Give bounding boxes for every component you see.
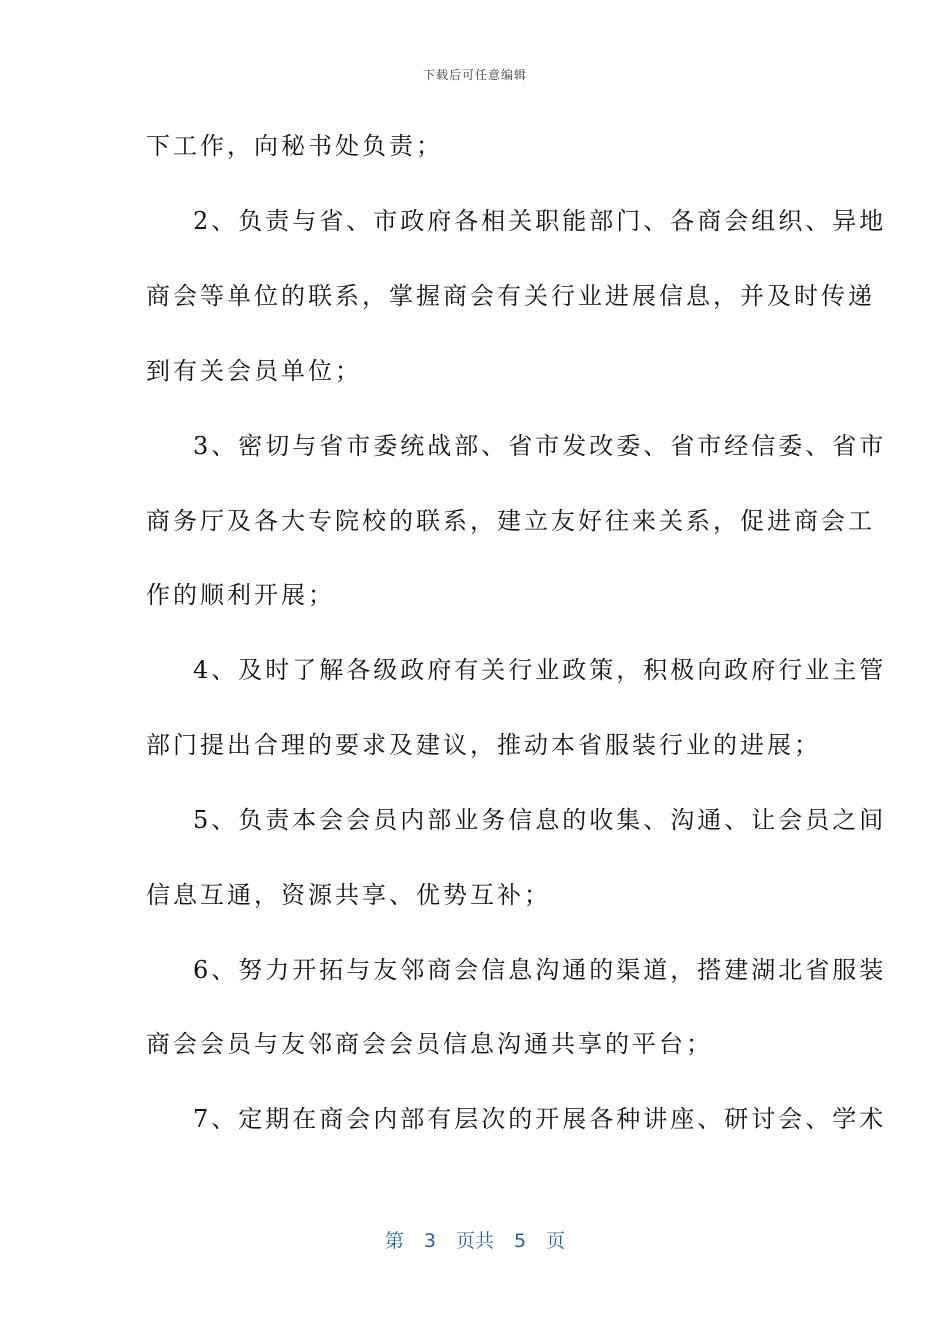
body-line: 信息互通，资源共享、优势互补； xyxy=(146,881,551,909)
body-line: 4、及时了解各级政府有关行业政策，积极向政府行业主管 xyxy=(193,656,887,684)
body-line: 7、定期在商会内部有层次的开展各种讲座、研讨会、学术 xyxy=(193,1105,887,1133)
page-prefix: 第 xyxy=(384,1230,404,1252)
page-number-footer xyxy=(0,1226,950,1253)
body-line: 部门提出合理的要求及建议，推动本省服装行业的进展； xyxy=(146,731,821,759)
body-line: 作的顺利开展； xyxy=(146,581,335,609)
body-line: 5、负责本会会员内部业务信息的收集、沟通、让会员之间 xyxy=(193,806,887,834)
body-line: 商会等单位的联系，掌握商会有关行业进展信息，并及时传递 xyxy=(146,282,875,310)
page-suffix: 页 xyxy=(546,1230,566,1252)
body-line: 2、负责与省、市政府各相关职能部门、各商会组织、异地 xyxy=(193,207,887,235)
body-line: 商务厅及各大专院校的联系，建立友好往来关系，促进商会工 xyxy=(146,507,875,535)
body-line: 下工作，向秘书处负责； xyxy=(146,132,443,160)
page-current: 3 xyxy=(423,1230,436,1252)
body-line: 3、密切与省市委统战部、省市发改委、省市经信委、省市 xyxy=(193,432,887,460)
page-middle: 页共 xyxy=(455,1230,494,1252)
body-line: 商会会员与友邻商会会员信息沟通共享的平台； xyxy=(146,1030,713,1058)
body-line: 6、努力开拓与友邻商会信息沟通的渠道，搭建湖北省服装 xyxy=(193,956,887,984)
page-total: 5 xyxy=(514,1230,527,1252)
body-line: 到有关会员单位； xyxy=(146,357,362,385)
header-note: 下载后可任意编辑 xyxy=(422,68,527,82)
